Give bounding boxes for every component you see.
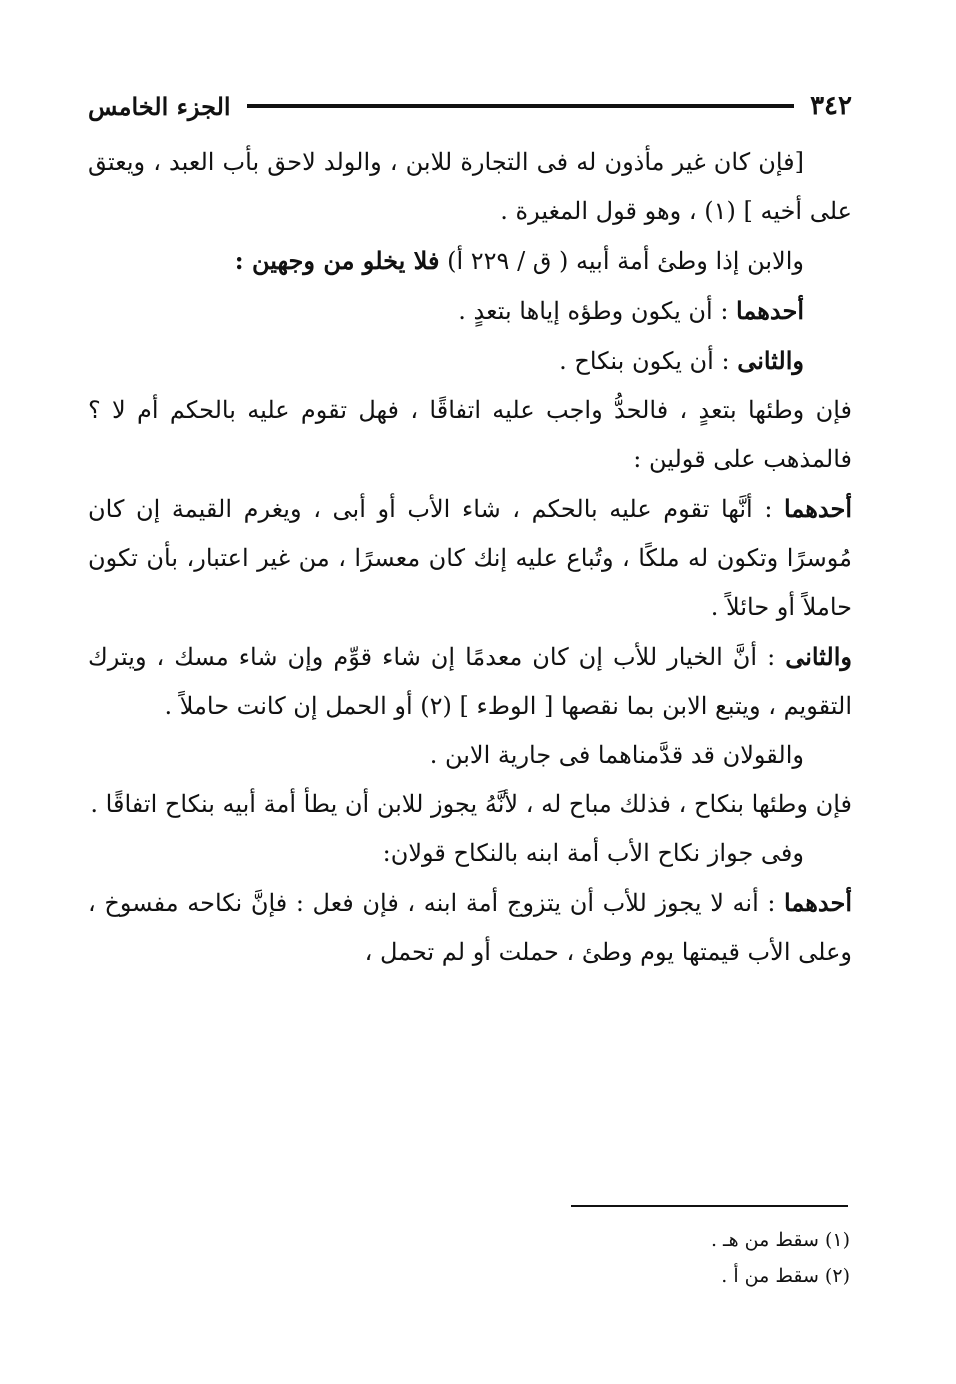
body-text [88, 138, 852, 977]
running-title: الجزء الخامس [88, 91, 231, 121]
paragraph: وفى جواز نكاح الأب أمة ابنه بالنكاح قولان: [382, 839, 804, 867]
paragraph: فإن وطئها بتعدٍ ، فالحدُّ واجب عليه اتفاقًا ، فهل تقوم عليه بالحكم أم لا ؟ فالمذهب على قولين : [88, 396, 852, 473]
paragraph: والثانى : أنَّ الخيار للأب إن كان معدمًا إن شاء قوِّم وإن شاء مسك ، ويترك التقويم ، ويتبع الابن بما نقصها [ الوطء ] (٢) أو الحمل إن كانت حاملاً . [88, 642, 852, 720]
paragraph: والابن إذا وطئ أمة أبيه ( ق / ٢٢٩ أ) فلا يخلو من وجهين : [234, 246, 804, 275]
page-header [88, 88, 852, 124]
footnote: (١) سقط من هـ . [710, 1229, 850, 1251]
paragraph: أحدهما : أنه لا يجوز للأب أن يتزوج أمة ابنه ، فإن فعل : فإنَّ نكاحه مفسوخ ، وعلى الأب قيمتها يوم وطئ ، حملت أو لم تحمل ، [88, 888, 852, 966]
footnotes [560, 1222, 850, 1294]
paragraph: أحدهما : أن يكون وطؤه إياها بتعدٍ . [458, 296, 804, 325]
paragraph: [فإن كان غير مأذون له فى التجارة للابن ، والولد لاحق بأب العبد ، ويعتق على أخيه ] (١) ، وهو قول المغيرة . [88, 148, 852, 225]
footnote-divider [571, 1205, 848, 1207]
paragraph: والقولان قد قدَّمناهما فى جارية الابن . [429, 741, 804, 769]
header-rule [247, 104, 795, 108]
paragraph: أحدهما : أنَّها تقوم عليه بالحكم ، شاء الأب أو أبى ، ويغرم القيمة إن كان مُوسرًا وتكون له ملكًا ، وتُباع عليه إنك كان معسرًا ، من غير اعتبار، بأن تكون حاملاً أو حائلاً . [88, 494, 853, 621]
paragraph: فإن وطئها بنكاح ، فذلك مباح له ، لأنَّهُ يجوز للابن أن يطأ أمة أبيه بنكاح اتفاقًا . [90, 790, 852, 818]
page-number: ٣٤٢ [810, 91, 852, 121]
footnote: (٢) سقط من أ . [721, 1265, 850, 1287]
paragraph: والثانى : أن يكون بنكاح . [559, 346, 804, 375]
